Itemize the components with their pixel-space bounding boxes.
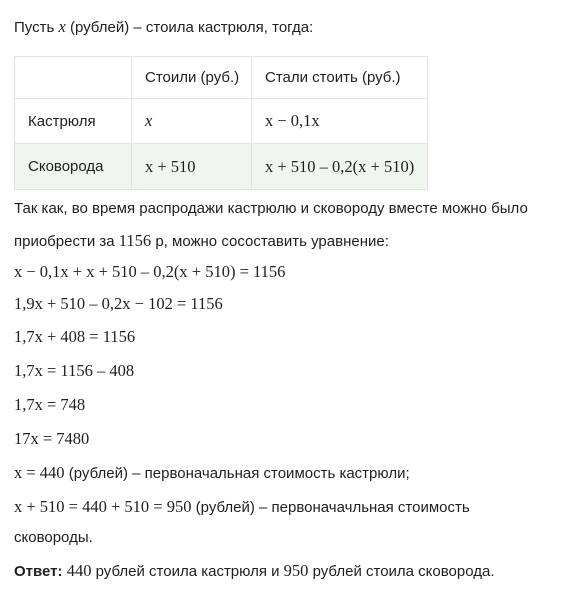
table-row — [15, 99, 428, 144]
table-header-cell: Стоили (руб.) — [132, 57, 252, 99]
answer-text: рублей стоила кастрюля и — [91, 563, 284, 580]
table-cell-after: x + 510 – 0,2(x + 510) — [252, 144, 428, 190]
equation-line: x − 0,1x + x + 510 – 0,2(x + 510) = 1156 — [14, 262, 286, 281]
intro-text-before: Пусть — [14, 19, 59, 36]
reasoning-paragraph — [14, 193, 554, 258]
result-skovoroda-line2: сковороды. — [14, 529, 93, 546]
intro-variable: x — [58, 17, 66, 36]
equation-line: 1,7x = 1156 – 408 — [14, 361, 135, 380]
table-row-label: Кастрюля — [15, 99, 132, 144]
result-text: (рублей) – первоначачльная стоимость — [191, 499, 470, 516]
table-header-cell — [15, 57, 132, 99]
answer-line — [14, 561, 495, 581]
answer-text: рублей стоила сковорода. — [308, 563, 495, 580]
equation-line: 1,7x + 408 = 1156 — [14, 327, 136, 346]
table-cell-after: x − 0,1x — [252, 99, 428, 144]
table-cell-before: x — [132, 99, 252, 144]
intro-line — [14, 17, 313, 37]
equation-line: 17x = 7480 — [14, 429, 90, 448]
table-header-cell: Стали стоить (руб.) — [252, 57, 428, 99]
table-row — [15, 144, 428, 190]
paragraph-number: 1156 — [118, 231, 152, 250]
paragraph-text: приобрести за — [14, 233, 119, 250]
equation-line: 1,7x = 748 — [14, 395, 86, 414]
table-cell-before: x + 510 — [132, 144, 252, 190]
result-kastrulya — [14, 463, 410, 483]
equation-line: 1,9x + 510 – 0,2x − 102 = 1156 — [14, 294, 223, 313]
intro-text-after: (рублей) – стоила кастрюля, тогда: — [65, 19, 314, 36]
paragraph-text: р, можно сосоставить уравнение: — [151, 233, 389, 250]
answer-number-2: 950 — [283, 561, 309, 580]
result-text: (рублей) – первоначальная стоимость кастрюли; — [64, 465, 410, 482]
paragraph-line-1: Так как, во время распродажи кастрюлю и сковороду вместе можно было — [14, 200, 528, 217]
result-math: x + 510 = 440 + 510 = 950 — [14, 497, 192, 516]
table-header-row — [15, 57, 428, 99]
price-table — [14, 56, 428, 190]
table-row-label: Сковорода — [15, 144, 132, 190]
answer-label: Ответ: — [14, 563, 63, 580]
result-math: x = 440 — [14, 463, 65, 482]
result-skovoroda — [14, 497, 470, 517]
paragraph-line-2 — [14, 225, 554, 258]
answer-number-1: 440 — [66, 561, 92, 580]
